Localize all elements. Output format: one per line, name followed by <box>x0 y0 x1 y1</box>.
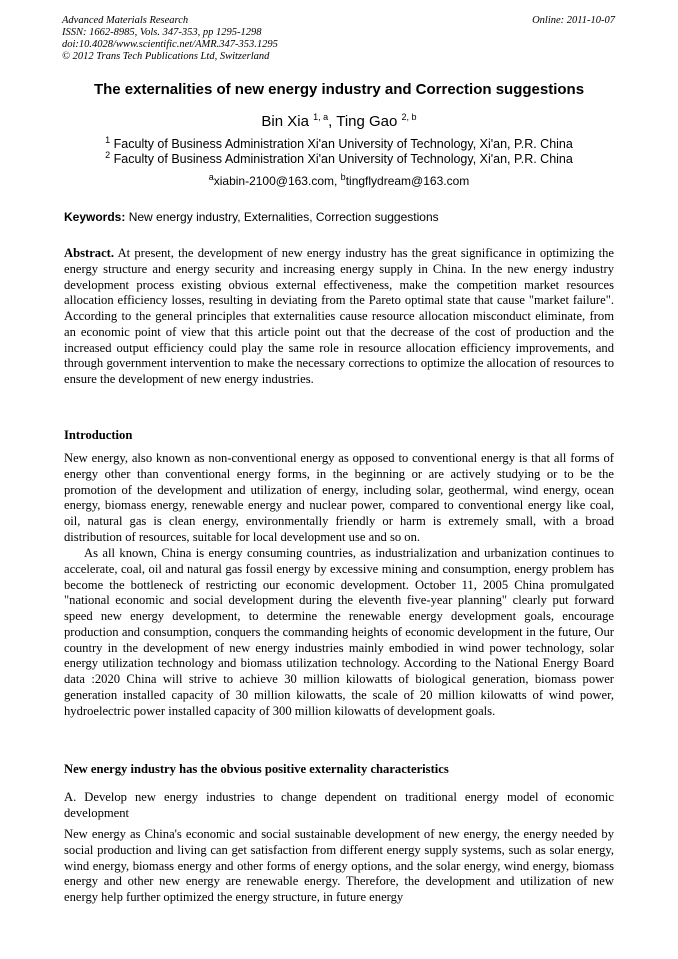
online-date: Online: 2011-10-07 <box>532 15 615 26</box>
email-superscript: a <box>208 172 214 182</box>
author-email[interactable]: tingflydream@163.com <box>345 174 470 188</box>
author-superscript: 2, b <box>401 112 417 122</box>
author-email[interactable]: xiabin-2100@163.com <box>213 174 334 188</box>
author-separator: , <box>328 113 337 130</box>
keywords-label: Keywords: <box>64 210 126 224</box>
affiliation-number: 1 <box>105 134 111 145</box>
paragraph: New energy as China's economic and social sustainable development of new energy, the energy needed by social production and living can get satisfaction from different energy supply systems, such as solar energy, wind energy, biomass energy and other forms of energy options, and the solar energy, wind energy, biomass energy and other new energy are renewable energy. Therefore, the development and utilization of new energy help further optimized the energy structure, in future energy <box>64 827 614 904</box>
affiliation-text: Faculty of Business Administration Xi'an University of Technology, Xi'an, P.R. China <box>113 152 573 166</box>
paragraph: As all known, China is energy consuming countries, as industrialization and urbanization continues to accelerate, coal, oil and natural gas fossil energy by excessive mining and consumption, energy problem has become the bottleneck of restricting our economic development. October 11, 2005 China promulgated "national economic and social development during the eleventh five-year planning" clearly put forward speed new energy development, to determine the renewable energy development goals, encourage production and consumption, conquers the commanding heights of economic development in the future, Our country in the development of new energy industries mainly embodied in wind power technology, solar energy utilization technology and biomass utilization technology. According to the National Energy Board data :2020 China will strive to achieve 30 million kilowatts of biological generation, biomass power generation installed capacity of 30 million kilowatts, the scale of 20 million kilowatts of wind power, hydroelectric power installed capacity of 300 million kilowatts of development goals. <box>64 546 614 718</box>
affiliation-text: Faculty of Business Administration Xi'an University of Technology, Xi'an, P.R. China <box>113 137 573 151</box>
author-line <box>40 113 638 130</box>
section-heading-externality: New energy industry has the obvious positive externality characteristics <box>64 762 449 776</box>
author-superscript: 1, a <box>313 112 329 122</box>
email-superscript: b <box>340 172 346 182</box>
keywords-text: New energy industry, Externalities, Correction suggestions <box>128 210 439 224</box>
affiliation-number: 2 <box>105 149 111 160</box>
email-line <box>40 174 638 188</box>
affiliation-1 <box>40 134 638 151</box>
copyright-line: © 2012 Trans Tech Publications Ltd, Switzerland <box>62 51 270 62</box>
abstract-text: At present, the development of new energy industry has the great significance in optimizing the energy structure and energy security and increasing energy supply in China. In the new energy industry development process existing obvious external effectiveness, make the competition market resources allocation efficiency losses, resulting in deviating from the Pareto optimal state that cause "market failure". According to the general principles that externalities cause resource allocation misconduct eliminate, from an economic point of view that this article point out that the decrease of the cost of production and the increased output efficiency could play the same role in resource allocation efficiency improvements, and through government intervention to make the necessary corrections to optimize the allocation of resources to ensure the development of new energy industries. <box>64 246 614 386</box>
journal-header <box>62 15 615 63</box>
doi-line: doi:10.4028/www.scientific.net/AMR.347-353.1295 <box>62 39 278 50</box>
paragraph: New energy, also known as non-conventional energy as opposed to conventional energy is that all forms of energy other than conventional energy forms, in the beginning or are actively studying or to be the promotion of the development and utilization of energy, including solar, geothermal, wind energy, ocean energy, biomass energy, renewable energy and nuclear power, compared to conventional energy like coal, oil, natural gas is clean energy, environmentally friendly or harm is extremely small, with a broad distribution of resources, suitable for local development use and so on. <box>64 451 614 544</box>
subsection-heading: A. Develop new energy industries to change dependent on traditional energy model of economic development <box>64 790 614 820</box>
abstract-label: Abstract. <box>64 246 115 260</box>
issn-line: ISSN: 1662-8985, Vols. 347-353, pp 1295-1298 <box>62 27 262 38</box>
author-name: Ting Gao <box>336 113 398 130</box>
email-separator: , <box>334 174 341 188</box>
paper-title: The externalities of new energy industry and Correction suggestions <box>93 81 585 98</box>
author-name: Bin Xia <box>261 113 309 130</box>
keywords <box>64 210 616 224</box>
affiliation-2 <box>40 149 638 166</box>
journal-name: Advanced Materials Research <box>62 15 189 26</box>
abstract <box>64 246 614 388</box>
section-heading-introduction: Introduction <box>64 428 133 442</box>
